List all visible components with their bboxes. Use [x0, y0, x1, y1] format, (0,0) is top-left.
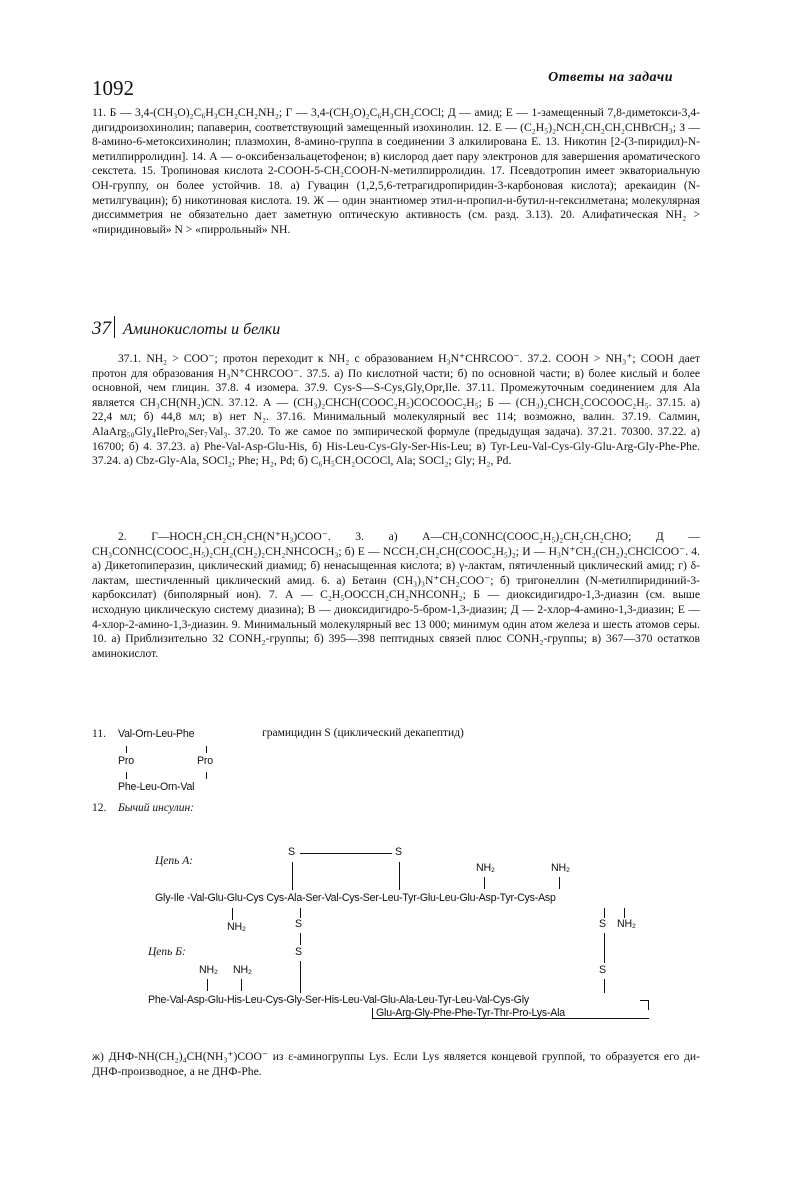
sulfur-atom: S — [295, 946, 302, 958]
disulfide-bond — [300, 853, 392, 854]
bond-line — [241, 979, 242, 991]
sulfur-atom: S — [395, 846, 402, 858]
bond-line — [292, 862, 293, 890]
bond-line — [648, 1000, 649, 1010]
disulfide-bond — [300, 933, 301, 945]
gramicidin-right-pro: Pro — [197, 755, 213, 767]
running-head: Ответы на задачи — [548, 70, 673, 85]
bond-line — [300, 961, 301, 993]
gramicidin-left-pro: Pro — [118, 755, 134, 767]
gramicidin-top-row: Val-Orn-Leu-Phe — [118, 728, 195, 740]
section-divider — [114, 316, 115, 338]
bond-line — [126, 772, 127, 779]
insulin-title: Бычий инсулин: — [118, 802, 195, 814]
chain-a-sequence: Gly-Ile -Val-Glu-Glu-Cys Cys-Ala-Ser-Val-Cys-Ser-Leu-Tyr-Glu-Leu-Glu-Asp-Tyr-Cys-Asp — [155, 892, 556, 904]
gramicidin-caption: грамицидин S (циклический декапептид) — [262, 727, 464, 739]
answers-chapter-36-end: 11. Б — 3,4-(CH₃O)₂C₆H₃CH₂CH₂NH₂; Г — 3,4-(CH₃O)₂C₆H₃CH₂COCl; Д — амид; Е — 1-замещенный 7,8-диметокси-3,4-дигидроизохинолин; папаверин, соответствующий замещенный изохинолин. 12. Е — (C₂H₅)₂NCH₂CH₂CH₂CHBrCH₃; З — 8-амино-6-метоксихинолин; плазмохин, 8-амино-группа в соединении З алкилирована Е. 13. Никотин [2-(3-пиридил)-N-метилпирролидин]. 14. А — о-оксибензальацетофенон; в) кислород дает пару электронов для завершения ароматического секстета. 15. Тропиновая кислота 2-COOH-5-CH₂COOH-N-метилпирролидин. 17. Псевдотропин имеет экваториальную OH-группу, он более устойчив. 18. а) Гувацин (1,2,5,6-тетрагидропиридин-3-карбоновая кислота); арекаидин (N-метилгувацин); б) никотиновая кислота. 19. Ж — один энантиомер этил-н-пропил-н-бутил-н-гексилметана; молекулярная диссимметрия не обязательно дает заметную оптическую активность (см. разд. 3.13). 20. Алифатическая NH₂ > «пиридиновый» N > «пиррольный» NH. — [92, 106, 700, 236]
bond-line — [604, 908, 605, 918]
sulfur-atom: S — [599, 918, 606, 930]
answers-37-part1: 37.1. NH₂ > COO⁻; протон переходит к NH₂ с образованием H₃N⁺CHRCOO⁻. 37.2. COOH > NH₃⁺; COOH дает протон для образования H₃N⁺CHRCOO⁻. 37.5. а) По кислотной части; б) по основной части; в) более кислый и более основной, чем глицин. 37.8. 4 изомера. 37.9. Cys-S—S-Cys,Gly,Opr,Ile. 37.11. Промежуточным соединением для Ala является CH₃CH(NH₂)CN. 37.12. А — (CH₃)₂CHCH(COOC₂H₅)COCOOC₂H₅; Б — (CH₃)₂CHCH₂COCOOC₂H₅. 37.15. а) 22,4 мл; б) 44,8 мл; в) нет N₂. 37.16. Минимальный молекулярный вес 114; возможно, валин. 37.19. Салмин, AlaArg₅₀Gly₄IlePro₆Ser₇Val₃. 37.20. То же самое по эмпирической формуле (предыдущая задача). 37.21. 70300. 37.22. а) 16700; б) 4. 37.23. а) Phe-Val-Asp-Glu-His, б) His-Leu-Cys-Gly-Ser-His-Leu; в) Tyr-Leu-Val-Cys-Gly-Glu-Arg-Gly-Phe-Phe. 37.24. а) Cbz-Gly-Ala, SOCl₂; Phe; H₂, Pd; б) C₆H₅CH₂OCOCl, Ala; SOCl₂; Gly; H₂, Pd. — [92, 352, 700, 468]
item-number-12: 12. — [92, 802, 107, 814]
nh2-group: NH₂ — [617, 918, 636, 930]
chain-a-label: Цепь А: — [155, 855, 194, 867]
bond-line — [372, 1008, 373, 1019]
bond-line — [484, 877, 485, 889]
answers-37-part2: 2. Г—HOCH₂CH₂CH₂CH(N⁺H₃)COO⁻. 3. а) А—CH₃CONHC(COOC₂H₅)₂CH₂CH₂CHO; Д — CH₃CONHC(COOC₂H₅)₂CH₂(CH₂)₂CH₂NHCOCH₃; б) Е — NCCH₂CH₂CH(COOC₂H₅)₂; И — H₃N⁺CH₂(CH₂)₂CHClCOO⁻. 4. а) Дикетопиперазин, циклический диамид; б) ненасыщенная кислота; в) γ-лактам, пятичленный циклический амид; г) δ-лактам, шестичленный циклический амид. 6. а) Бетаин (CH₃)₃N⁺CH₂COO⁻; б) тригонеллин (N-метилпиридиний-3-карбоксилат) (биполярный ион). 7. А — C₂H₅OOCCH₂CH₂NHCONH₂; Б — диоксидигидро-1,3-диазин (см. выше исходную циклическую систему диазина); В — диоксидигидро-5-бром-1,3-диазин; Д — 2-хлор-4-амино-1,3-диазин; Е — 4-хлор-2-амино-1,3-диазин. 9. Минимальный молекулярный вес 13 000; минимум один атом железа и шесть атомов серы. 10. а) Приблизительно 32 CONH₂-группы; б) 395—398 пептидных связей плюс CONH₂-группы; в) 367—370 остатков аминокислот. — [92, 530, 700, 660]
sulfur-atom: S — [288, 846, 295, 858]
chain-b-continuation: Glu-Arg-Gly-Phe-Phe-Tyr-Thr-Pro-Lys-Ala — [376, 1007, 566, 1019]
sulfur-atom: S — [295, 918, 302, 930]
chain-b-label: Цепь Б: — [148, 946, 186, 958]
nh2-group: NH₂ — [233, 964, 252, 976]
bond-line — [604, 979, 605, 993]
item-number-11: 11. — [92, 728, 106, 740]
answer-footnote: ж) ДНФ-NH(CH₂)₄CH(NH₃⁺)COO⁻ из ε-аминогруппы Lys. Если Lys является концевой группой, то образуется его ди-ДНФ-производное, а не ДНФ-Phe. — [92, 1050, 700, 1078]
section-heading — [92, 316, 280, 340]
bond-line — [559, 877, 560, 889]
nh2-group: NH₂ — [227, 921, 246, 933]
section-title: Аминокислоты и белки — [123, 321, 281, 338]
sulfur-atom: S — [599, 964, 606, 976]
bond-line — [624, 908, 625, 918]
gramicidin-bottom-row: Phe-Leu-Orn-Val — [118, 781, 195, 793]
nh2-group: NH₂ — [199, 964, 218, 976]
bond-line — [126, 746, 127, 753]
page-number: 1092 — [92, 76, 134, 100]
disulfide-bond — [604, 933, 605, 963]
section-number: 37 — [92, 318, 111, 339]
bond-line — [399, 862, 400, 890]
bond-line — [232, 908, 233, 920]
bond-line — [300, 908, 301, 918]
nh2-group: NH₂ — [551, 862, 570, 874]
bond-line — [206, 746, 207, 753]
bond-line — [207, 979, 208, 991]
bond-line — [206, 772, 207, 779]
chain-b-sequence: Phe-Val-Asp-Glu-His-Leu-Cys-Gly-Ser-His-Leu-Val-Glu-Ala-Leu-Tyr-Leu-Val-Cys-Gly — [148, 994, 529, 1006]
nh2-group: NH₂ — [476, 862, 495, 874]
